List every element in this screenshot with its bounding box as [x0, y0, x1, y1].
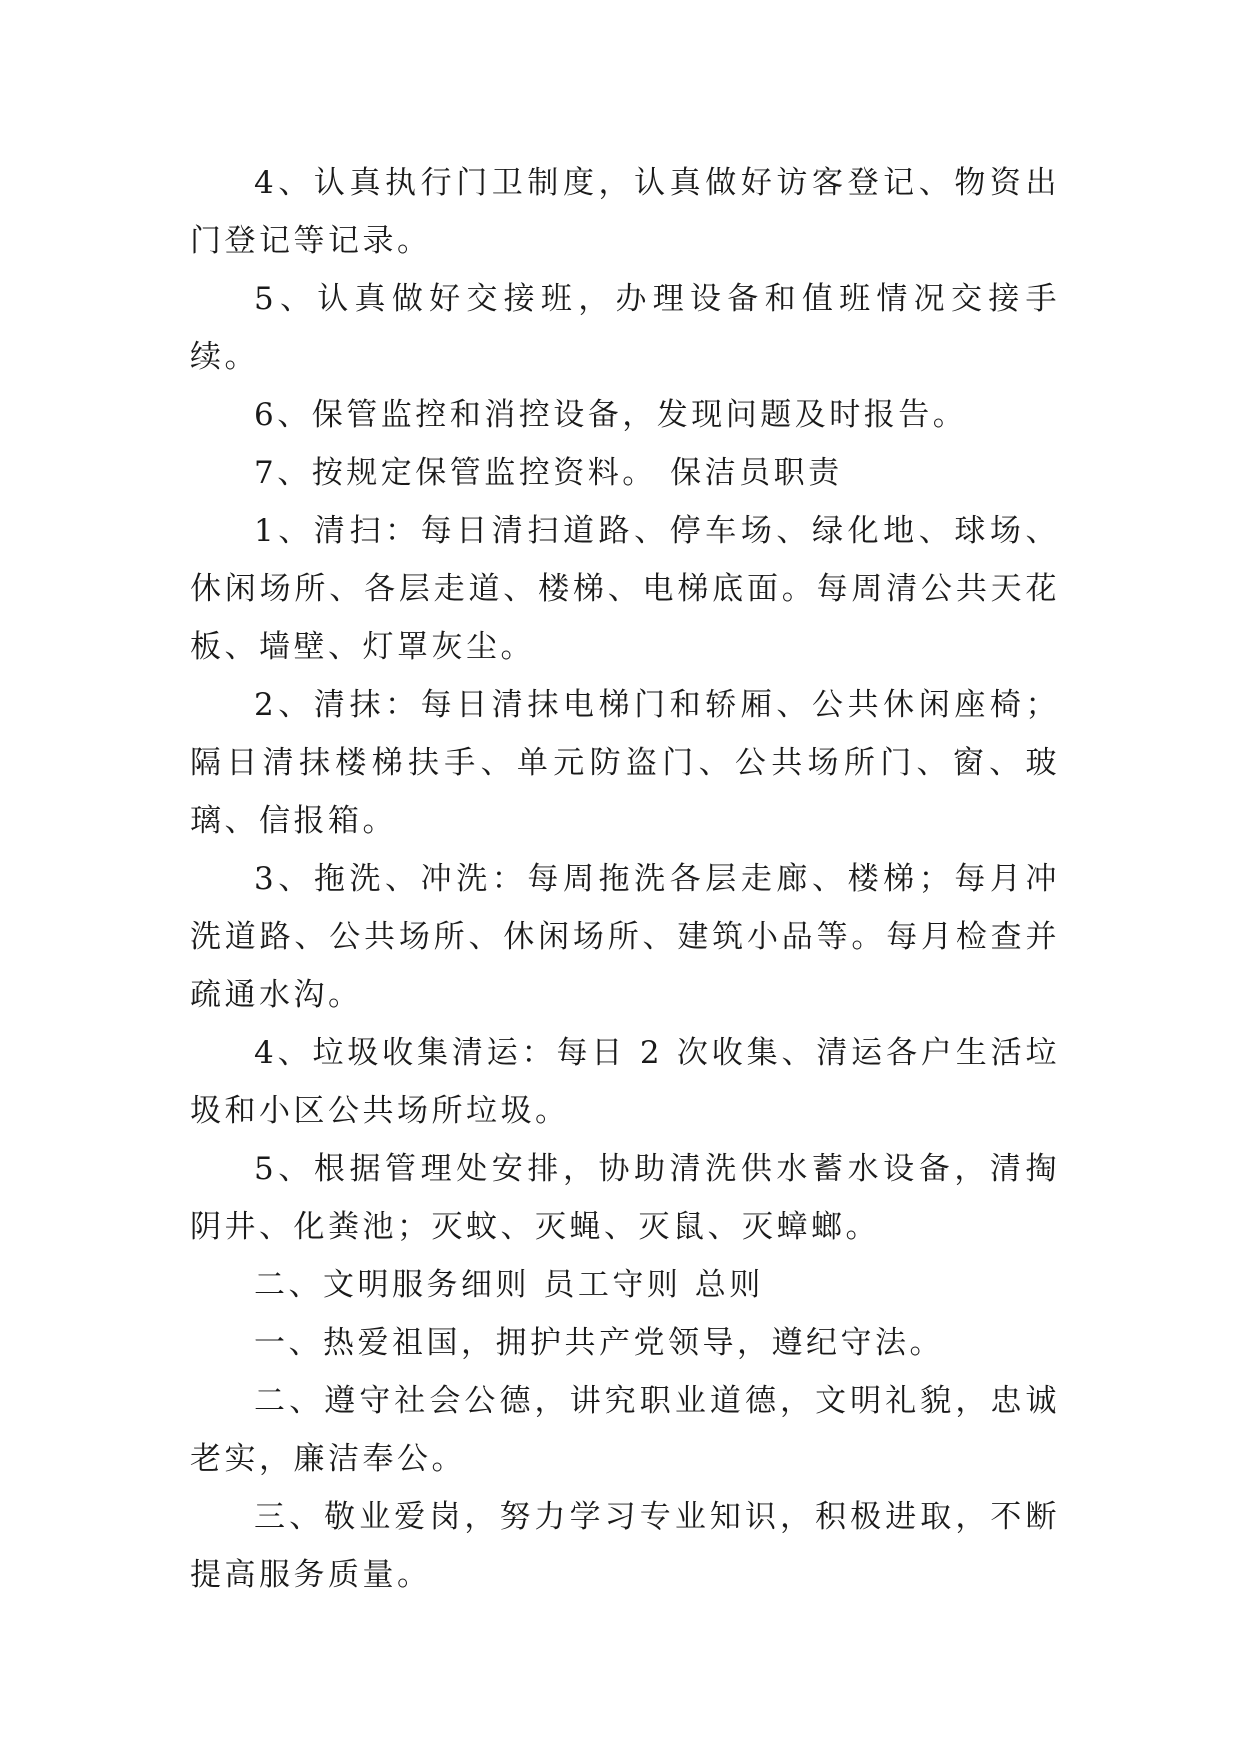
paragraph-section-heading: 二、文明服务细则 员工守则 总则: [254, 1267, 764, 1303]
paragraph-garbage-collection: 4、垃圾收集清运：每日 2 次收集、清运各户生活垃圾和小区公共场所垃圾。: [190, 1035, 1060, 1129]
paragraph-monitoring-records: 7、按规定保管监控资料。 保洁员职责: [254, 455, 843, 491]
paragraph-shift-handover: 5、认真做好交接班，办理设备和值班情况交接手续。: [190, 281, 1060, 375]
paragraph-rule-one: 一、热爱祖国，拥护共产党领导，遵纪守法。: [254, 1325, 944, 1361]
paragraph-rule-two: 二、遵守社会公德，讲究职业道德，文明礼貌，忠诚老实，廉洁奉公。: [190, 1383, 1060, 1477]
paragraph-sanitation-pest-control: 5、根据管理处安排，协助清洗供水蓄水设备，清掏阴井、化粪池；灭蚊、灭蝇、灭鼠、灭蟑螂。: [190, 1151, 1060, 1245]
paragraph-rule-three: 三、敬业爱岗，努力学习专业知识，积极进取，不断提高服务质量。: [190, 1499, 1060, 1593]
paragraph-mopping-flushing: 3、拖洗、冲洗：每周拖洗各层走廊、楼梯；每月冲洗道路、公共场所、休闲场所、建筑小品等。每月检查并疏通水沟。: [190, 861, 1060, 1013]
paragraph-monitoring-equipment: 6、保管监控和消控设备，发现问题及时报告。: [254, 397, 968, 433]
paragraph-sweeping: 1、清扫：每日清扫道路、停车场、绿化地、球场、休闲场所、各层走道、楼梯、电梯底面。每周清公共天花板、墙壁、灯罩灰尘。: [190, 513, 1060, 665]
paragraph-door-guard-registration: 4、认真执行门卫制度，认真做好访客登记、物资出门登记等记录。: [190, 165, 1060, 259]
paragraph-wiping: 2、清抹：每日清抹电梯门和轿厢、公共休闲座椅；隔日清抹楼梯扶手、单元防盗门、公共场所门、窗、玻璃、信报箱。: [190, 687, 1060, 839]
document-body: [190, 154, 1060, 1604]
